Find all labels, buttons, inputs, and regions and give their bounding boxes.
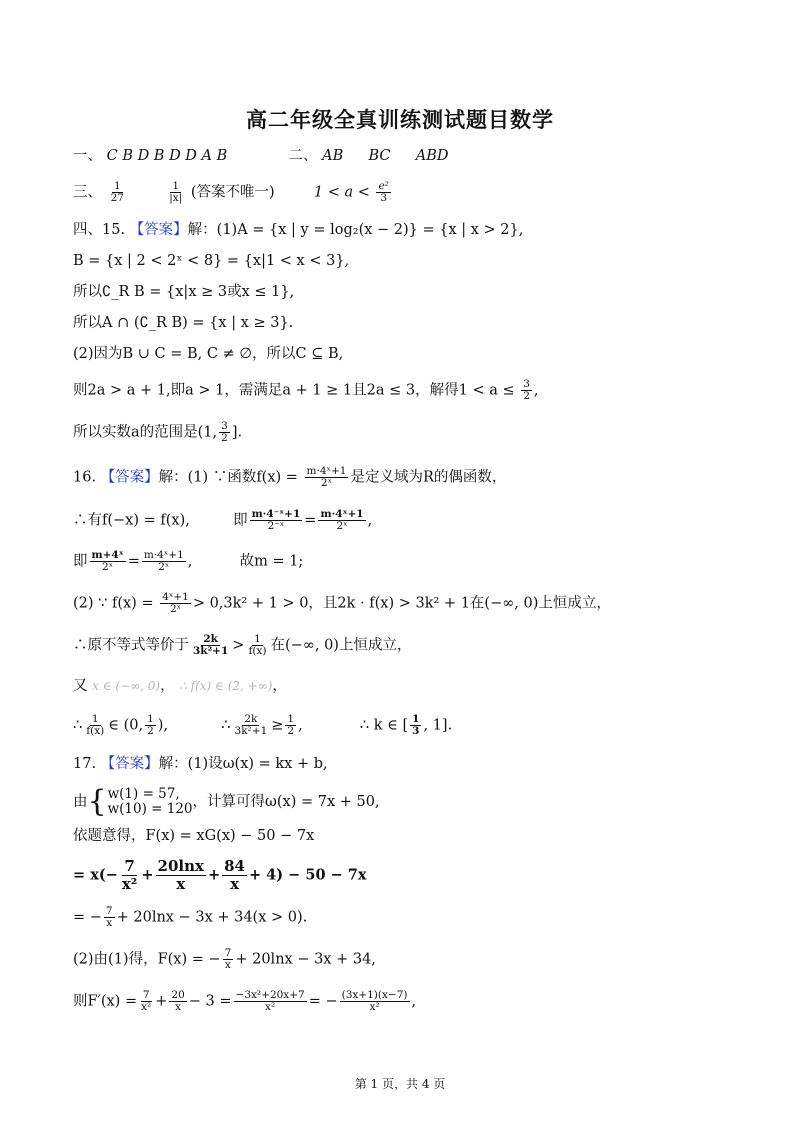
- answer-tag: 【答案】: [100, 756, 159, 772]
- fraction: $\frac{20\ln x}{x}$: [157, 857, 204, 893]
- fraction: $\frac{2k}{\text{3k²+1}}$: [234, 713, 268, 737]
- q16-number: 16.: [73, 469, 97, 486]
- fraction: $\frac{\text{m·4⁻ˣ+1}}{\text{2⁻ˣ}}$: [251, 508, 301, 532]
- brace-icon: {: [87, 784, 107, 819]
- fraction: $\frac{3}{2}$: [523, 378, 530, 402]
- page-title: 高二年级全真训练测试题目数学: [246, 108, 554, 132]
- q15-line-3: 所以∁_R B = {x|x ≥ 3或x ≤ 1},: [73, 284, 295, 300]
- faint-expression: ∴ f(x) ∈ (2, +∞): [179, 679, 273, 693]
- faint-expression: x ∈ (−∞, 0): [92, 679, 161, 693]
- q16-line-1: 16. 【答案】解：(1) ∵函数f(x) = $\frac{\text{m·4ˣ+1}}{\text{2ˣ}}$ 是定义域为R的偶函数，: [73, 465, 507, 489]
- page-footer: 第 1 页，共 4 页: [354, 1077, 446, 1091]
- fraction: $\frac{\text{m+4ˣ}}{\text{2ˣ}}$: [91, 549, 124, 573]
- q15-line-7: 所以实数a的范围是(1, $\frac{3}{2}$ ].: [73, 420, 243, 444]
- fraction: $\frac{1}{3}$: [412, 713, 420, 737]
- fraction: $\frac{1}{f(x)}$: [248, 633, 267, 657]
- q16-line-5: ∴原不等式等价于 $\frac{2k}{\text{3k²+1}}$ > $\frac{1}{f(x)}$ 在(−∞, 0)上恒成立，: [73, 633, 412, 657]
- q15-line-7-text: 所以实数a的范围是(1,: [73, 424, 218, 441]
- fraction: $\frac{1}{|x|}$: [169, 180, 183, 204]
- answer-tag: 【答案】: [100, 469, 159, 486]
- fraction: $\frac{1}{2}$: [287, 713, 295, 737]
- q15-line-1: [73, 220, 523, 240]
- q15-text: 解：(1)A = {x | y = log₂(x − 2)} = {x | x > 2},: [187, 222, 524, 238]
- section-2-answer-3: ABD: [415, 148, 449, 164]
- q16-line-2: ∴有f(−x) = f(x), 即 $\frac{\text{m·4⁻ˣ+1}}{\text{2⁻ˣ}}$ = $\frac{\text{m·4ˣ+1}}{\text{2ˣ}}$ ,: [73, 508, 373, 532]
- q17-number: 17.: [73, 756, 97, 772]
- section-1-values: C B D B D D A B: [106, 148, 228, 164]
- fraction: $\frac{(3x+1)(x-7)}{\text{x²}}$: [341, 989, 408, 1013]
- section-3-answers: [73, 181, 393, 204]
- q15-line-5: (2)因为B ∪ C = B, C ≠ ∅，所以C ⊆ B,: [73, 346, 344, 362]
- q17-line-7: 则F′(x) = $\frac{7}{\text{x²}}$ + $\frac{20}{x}$ − 3 = $\frac{\text{−3x²+20x+7}}{\text{x²}}$ = − $\frac{(3x+1)(x-7)}{\text{x²}}$ ,: [73, 989, 417, 1013]
- fraction: $\frac{1}{f(x)}$: [86, 713, 105, 737]
- q15-line-2: B = {x | 2 < 2ˣ < 8} = {x|1 < x < 3},: [73, 253, 350, 269]
- section-2-answer-2: BC: [368, 148, 391, 164]
- fraction: $\frac{7}{\text{x²}}$: [141, 989, 152, 1013]
- q17-line-5: = − $\frac{7}{x}$ + 20lnx − 3x + 34(x > 0).: [73, 905, 308, 929]
- fraction: $\frac{84}{x}$: [224, 857, 245, 893]
- fraction: $\frac{\text{−3x²+20x+7}}{\text{x²}}$: [235, 989, 305, 1013]
- fraction: $\frac{\text{m·4ˣ+1}}{\text{2ˣ}}$: [143, 549, 184, 573]
- q15-number: 四、15.: [73, 222, 126, 238]
- q17-line-1: 17. 【答案】解：(1)设ω(x) = kx + b,: [73, 756, 328, 772]
- q15-line-6: 则2a > a + 1,即a > 1，需满足a + 1 ≥ 1且2a ≤ 3，解得1 < a ≤ $\frac{3}{2}$ ,: [73, 378, 539, 402]
- fraction: $\frac{1}{2}$: [147, 713, 154, 737]
- q16-line-7: ∴ $\frac{1}{f(x)}$ ∈ (0, $\frac{1}{2}$ ), ∴ $\frac{2k}{\text{3k²+1}}$ ≥ $\frac{1}{2}$ , ∴ k ∈ [ $\frac{1}{3}$ , 1].: [73, 713, 453, 737]
- q16-line-4: (2) ∵ f(x) = $\frac{\text{4ˣ+1}}{\text{2ˣ}}$ > 0,3k² + 1 > 0，且2k · f(x) > 3k² + 1在(−∞, 0)上恒成立，: [73, 591, 611, 615]
- fraction: $\frac{1}{27}$: [110, 180, 124, 204]
- fraction: $\frac{\text{m·4ˣ+1}}{\text{2ˣ}}$: [320, 508, 364, 532]
- section-3-inequality: 1 < a <: [313, 184, 370, 201]
- fraction: $\frac{7}{x}$: [224, 947, 232, 971]
- q17-line-4: = x(− $\frac{7}{\text{x²}}$ + $\frac{20\ln x}{x}$ + $\frac{84}{x}$ + 4) − 50 − 7x: [73, 857, 367, 893]
- fraction: $\frac{\text{m·4ˣ+1}}{\text{2ˣ}}$: [306, 465, 347, 489]
- section-3-note: (答案不唯一): [190, 184, 275, 201]
- fraction: $\frac{2k}{\text{3k²+1}}$: [193, 633, 229, 657]
- q15-line-4: 所以A ∩ (∁_R B) = {x | x ≥ 3}.: [73, 315, 294, 331]
- equation-system: { w(1) = 57, w(10) = 120: [87, 784, 193, 819]
- fraction: $\frac{\text{4ˣ+1}}{\text{2ˣ}}$: [162, 591, 189, 615]
- fraction: $\frac{7}{x}$: [105, 905, 113, 929]
- section-1-answers: [73, 146, 449, 166]
- q17-line-3: 依题意得，F(x) = xG(x) − 50 − 7x: [73, 828, 315, 844]
- q17-line-6: (2)由(1)得，F(x) = − $\frac{7}{x}$ + 20lnx − 3x + 34,: [73, 947, 376, 971]
- fraction: $\frac{20}{x}$: [171, 989, 185, 1013]
- q17-line-2: 由 { w(1) = 57, w(10) = 120 ，计算可得ω(x) = 7x + 50,: [73, 784, 380, 819]
- fraction: $\frac{\text{e²}}{3}$: [378, 180, 389, 204]
- section-2-answer-1: AB: [322, 148, 344, 164]
- section-2-label: 二、: [288, 148, 318, 164]
- fraction: $\frac{3}{2}$: [221, 420, 228, 444]
- section-3-label: 三、: [73, 184, 102, 201]
- answer-tag: 【答案】: [129, 222, 188, 238]
- q16-line-3: 即 $\frac{\text{m+4ˣ}}{\text{2ˣ}}$ = $\frac{\text{m·4ˣ+1}}{\text{2ˣ}}$ , 故m = 1;: [73, 549, 304, 573]
- section-1-label: 一、: [73, 148, 102, 164]
- q16-line-6: 又 x ∈ (−∞, 0)， ∴ f(x) ∈ (2, +∞)，: [73, 678, 287, 694]
- q15-line-6-text: 则2a > a + 1,即a > 1，需满足a + 1 ≥ 1且2a ≤ 3，解得1 < a ≤: [73, 382, 515, 399]
- fraction: $\frac{7}{\text{x²}}$: [121, 857, 138, 893]
